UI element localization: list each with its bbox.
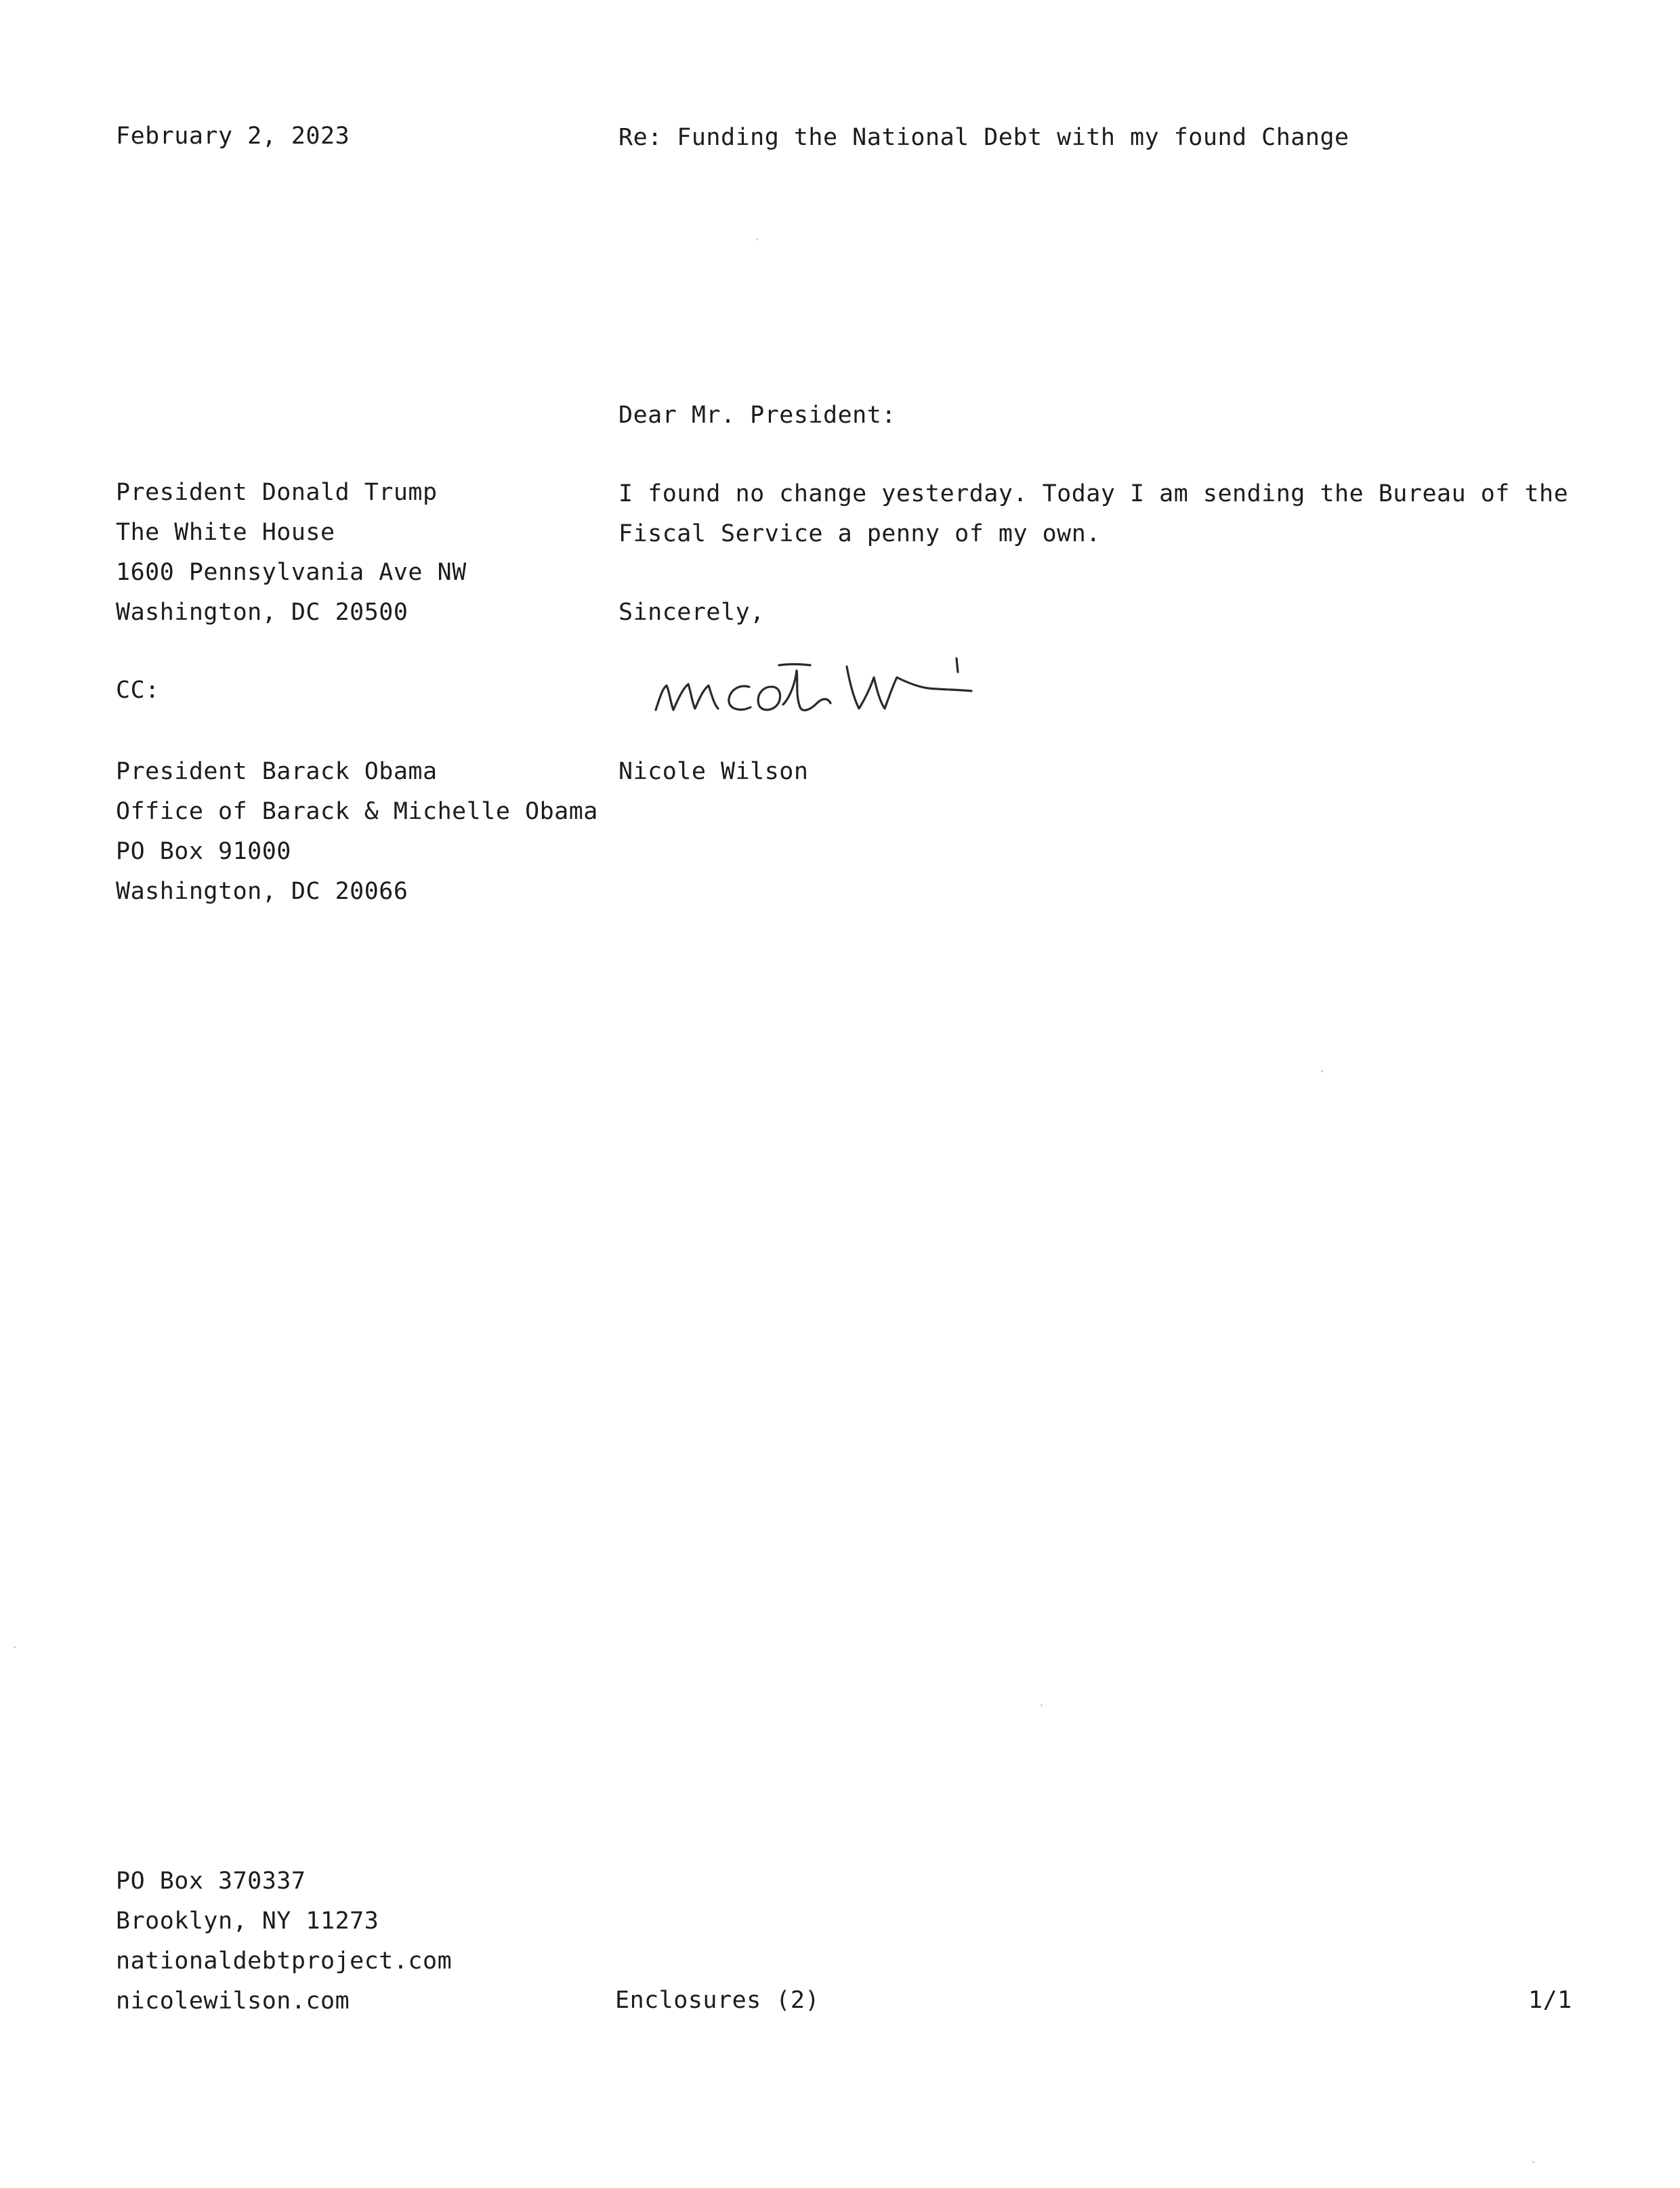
letter-subject: Re: Funding the National Debt with my found Change [618,124,1349,151]
cc-recipient-organization: Office of Barack & Michelle Obama [116,798,598,825]
scan-speck [1321,1070,1323,1072]
cc-label: CC: [116,677,160,704]
sender-website: nationaldebtproject.com [116,1948,453,1975]
closing: Sincerely, [618,599,765,626]
recipient-city: Washington, DC 20500 [116,599,408,626]
scan-speck [1532,2161,1534,2163]
scan-speck [1041,1704,1043,1706]
cc-recipient-street: PO Box 91000 [116,838,291,865]
sender-city: Brooklyn, NY 11273 [116,1908,379,1935]
sender-po-box: PO Box 370337 [116,1868,306,1895]
handwritten-signature-icon [650,650,1003,725]
salutation: Dear Mr. President: [618,402,896,429]
cc-recipient-city: Washington, DC 20066 [116,878,408,905]
scan-speck [756,238,758,240]
cc-recipient-name: President Barack Obama [116,758,438,785]
scan-speck [14,1646,16,1648]
enclosures-note: Enclosures (2) [615,1987,820,2014]
recipient-organization: The White House [116,519,335,546]
sender-address [116,1861,452,2021]
recipient-street: 1600 Pennsylvania Ave NW [116,559,467,586]
recipient-address [116,473,467,633]
sender-website: nicolewilson.com [116,1987,350,2015]
cc-recipient-address [116,752,598,912]
body-line: I found no change yesterday. Today I am sending the Bureau of the [618,480,1569,507]
body-line: Fiscal Service a penny of my own. [618,520,1101,547]
signer-name: Nicole Wilson [618,758,809,785]
page-number: 1/1 [1528,1987,1572,2014]
recipient-name: President Donald Trump [116,479,438,506]
letter-date: February 2, 2023 [116,123,350,150]
letter-body [618,474,1568,554]
